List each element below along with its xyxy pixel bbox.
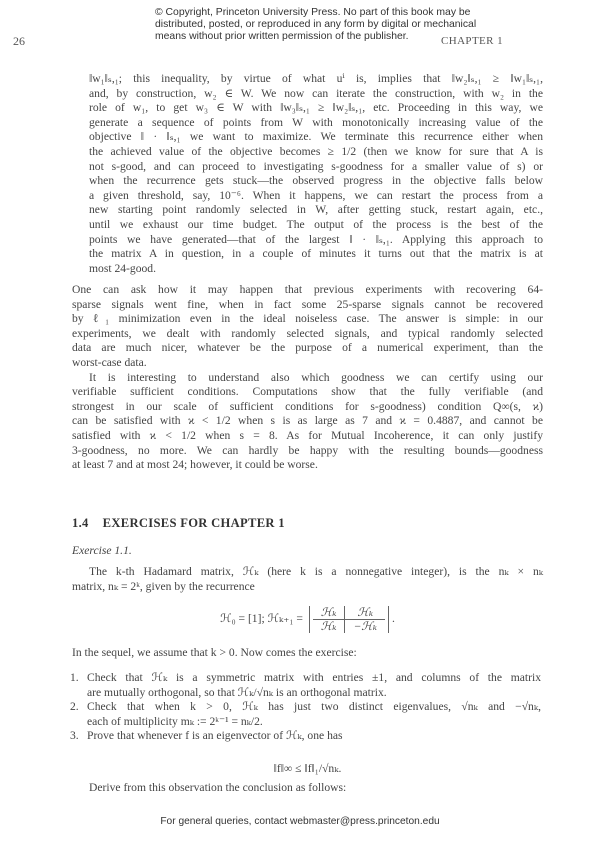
text-line: Check that ℋₖ is a symmetric matrix with entries ±1, and columns of the matrix [87, 671, 541, 684]
list-item [70, 671, 541, 700]
text-line: a given threshold, say, 10⁻⁶. When it happens, we can restart the process from a [89, 188, 543, 202]
text-line: objective ‖ · ‖ₛ,₁ we want to maximize. We terminate this recurrence either when [89, 130, 543, 144]
copyright-line: distributed, posted, or reproduced in any form by digital or mechanical [155, 19, 477, 31]
text-line: and, by construction, w₂ ∈ W. We now can iterate the construction, with w₂ in the [89, 86, 543, 100]
running-header-chapter: CHAPTER 1 [441, 35, 503, 47]
text-line: the achieved value of the objective becomes ≥ 1/2 (then we know for sure that A is [89, 144, 543, 158]
exercise-label: Exercise 1.1. [72, 544, 132, 557]
text-line: most 24-good. [89, 261, 156, 275]
list-number: 2. [70, 700, 79, 714]
text-line: The k-th Hadamard matrix, ℋₖ (here k is a nonnegative integer), is the nₖ × nₖ [89, 565, 543, 578]
paragraph-indented-block [72, 72, 543, 276]
text-line: can be satisfied with ϰ < 1/2 when s is as large as 7 and ϰ = 0.4887, and cannot be [72, 414, 543, 428]
text-line: It is interesting to understand also which goodness we can certify using our [89, 370, 543, 384]
list-number: 1. [70, 671, 79, 684]
matrix-cell: −ℋₖ [353, 620, 377, 633]
text-line: One can ask how it may happen that previous experiments with recovering 64- [72, 283, 543, 296]
equation-end: . [391, 612, 395, 626]
text-line: verifiable sufficient conditions. Computations show that the fully verifiable (and [72, 385, 543, 399]
list-number: 3. [70, 729, 79, 743]
text-line: sparse signals went fine, when in fact some 25-sparse signals cannot be recovered [72, 297, 543, 311]
equation-lhs: ℋ₀ = [1]; ℋₖ₊₁ = [220, 612, 303, 626]
exercise-list [70, 671, 541, 744]
matrix-cell: ℋₖ [313, 620, 345, 634]
text-line: points we have generated—that of the largest ‖ · ‖ₛ,₁. Applying this approach to [89, 232, 543, 246]
text-line: each of multiplicity mₖ := 2ᵏ⁻¹ = nₖ/2. [87, 714, 263, 728]
text-line: at least 7 and at most 24; however, it could be worse. [72, 458, 318, 472]
text-line: until we exhaust our time budget. The output of the process is the best of the [89, 217, 543, 231]
paragraph-experiments [72, 283, 543, 473]
exercise-intro [72, 565, 543, 594]
text-line: by ℓ₁ minimization even in the ideal noiseless case. The answer is simple: in our [72, 312, 543, 326]
section-heading [72, 516, 285, 531]
text-line: are mutually orthogonal, so that ℋₖ/√nₖ is an orthogonal matrix. [87, 685, 387, 699]
text-line: matrix, nₖ = 2ᵏ, given by the recurrence [72, 579, 255, 593]
text-line: the matrix A in question, in a couple of minutes it turns out that the matrix is at [89, 247, 543, 261]
text-line: role of w₁, to get w₃ ∈ W with ‖w₃‖ₛ,₁ ≥ ‖w₂‖ₛ,₁, etc. Proceeding in this way, we [89, 101, 543, 115]
copyright-line: means without prior written permission of the publisher. [155, 31, 409, 43]
text-line: Check that when k > 0, ℋₖ has just two distinct eigenvalues, √nₖ and −√nₖ, [87, 700, 541, 714]
text-line: experiments, we dealt with randomly selected signals, and typical randomly selected [72, 326, 543, 340]
section-number: 1.4 [72, 516, 89, 530]
text-line: when the recurrence gets stuck—the observed progress in the objective falls below [89, 174, 543, 188]
list-item [70, 700, 541, 729]
matrix-cell: ℋₖ [313, 606, 345, 620]
hadamard-recurrence-equation [72, 606, 543, 633]
text-line: not s-good, and can proceed to investigating s-goodness for a smaller value of s) or [89, 159, 543, 173]
block-matrix [309, 606, 389, 633]
text-line: worst-case data. [72, 355, 147, 369]
sequel-text: In the sequel, we assume that k > 0. Now comes the exercise: [72, 646, 357, 659]
text-line: 3-goodness, no more. We can hardly be happy with the resulting bounds—goodness [72, 443, 543, 457]
text-line: Prove that whenever f is an eigenvector of ℋₖ, one has [87, 729, 343, 743]
text-line: satisfied with ϰ < 1/2 when s = 8. As for Mutual Incoherence, it can only justify [72, 428, 543, 442]
copyright-line: © Copyright, Princeton University Press. No part of this book may be [155, 7, 471, 18]
footer-contact: For general queries, contact webmaster@press.princeton.edu [160, 816, 440, 827]
matrix-cell: ℋₖ [345, 606, 385, 620]
norm-inequality-equation: ‖f‖∞ ≤ ‖f‖₁/√nₖ. [273, 762, 342, 775]
section-title: EXERCISES FOR CHAPTER 1 [102, 516, 285, 530]
text-line: new starting point randomly selected in W, after getting stuck, restart again, etc., [89, 203, 543, 217]
text-line: data are much nicer, whatever be the purpose of a numerical experiment, than the [72, 341, 543, 355]
list-item [70, 729, 541, 744]
page-number: 26 [13, 34, 25, 48]
text-line: strongest in our scale of sufficient conditions for s-goodness) condition Q∞(s, ϰ) [72, 399, 543, 413]
copyright-notice [155, 7, 476, 44]
derive-text: Derive from this observation the conclusion as follows: [89, 781, 347, 794]
text-line: ‖w₁‖ₛ,₁; this inequality, by virtue of what uⁱ is, implies that ‖w₂‖ₛ,₁ ≥ ‖w₁‖ₛ,₁, [89, 72, 543, 85]
text-line: generate a sequence of points from W with monotonically increasing value of the [89, 115, 543, 129]
